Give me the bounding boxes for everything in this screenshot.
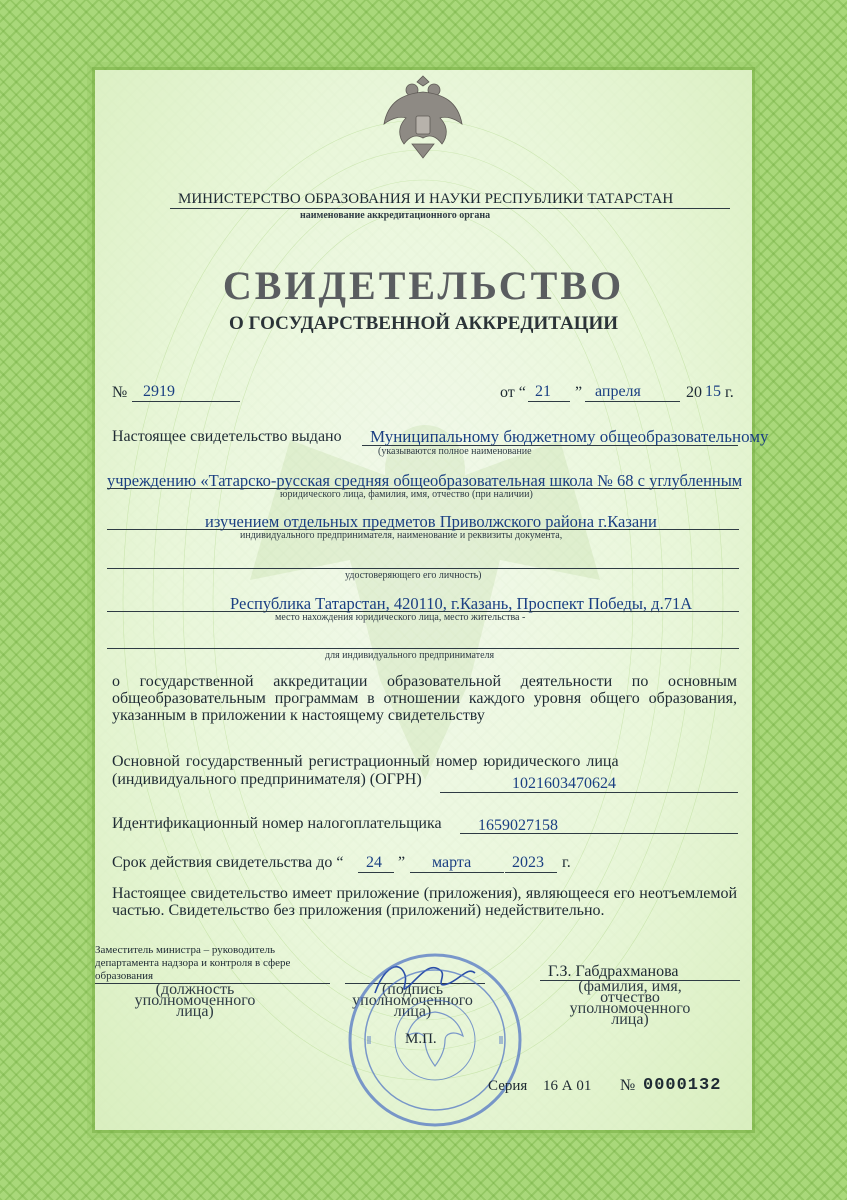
number-underline	[132, 401, 240, 402]
certificate-subtitle: О ГОСУДАРСТВЕННОЙ АККРЕДИТАЦИИ	[228, 313, 619, 334]
validity-year-underline	[505, 872, 557, 873]
caption-identity: удостоверяющего его личность)	[345, 570, 482, 581]
address-underline-2	[107, 648, 739, 649]
series-value: 16 А 01	[543, 1078, 592, 1094]
date-day: 21	[535, 383, 551, 400]
ogrn-label-2: (индивидуального предпринимателя) (ОГРН)	[112, 771, 422, 788]
ministry-underline	[170, 208, 730, 209]
accreditation-text: о государственной аккредитации образовательной деятельности по основным общеобразовательным программам в отношении каждого уровня общего образования, указанным в приложении к настоящему свидетельству	[112, 673, 737, 724]
validity-month-underline	[410, 872, 504, 873]
issued-label: Настоящее свидетельство выдано	[112, 428, 342, 445]
caption-signature: (подпись уполномоченного лица)	[352, 981, 473, 1020]
coat-of-arms-icon	[382, 72, 464, 162]
stamp-label: М.П.	[405, 1031, 437, 1047]
organization-line-1: Муниципальному бюджетному общеобразовательному	[370, 427, 769, 446]
inn-label: Идентификационный номер налогоплательщика	[112, 815, 442, 832]
date-year: 15	[705, 383, 721, 400]
certificate-title: СВИДЕТЕЛЬСТВО	[222, 263, 625, 308]
caption-full-name: (указываются полное наименование	[378, 446, 532, 457]
signatory-name: Г.З. Габдрахманова	[548, 963, 679, 980]
validity-day-underline	[358, 872, 394, 873]
caption-individual: для индивидуального предпринимателя	[325, 650, 495, 661]
date-quote-close: ”	[575, 384, 583, 401]
caption-location: место нахождения юридического лица, место жительства -	[275, 612, 526, 623]
series-label: Серия	[488, 1078, 528, 1094]
validity-quote-close: ”	[398, 854, 406, 871]
organization-line-2: учреждению «Татарско-русская средняя общеобразовательная школа № 68 с углубленным	[107, 471, 743, 490]
appendix-text: Настоящее свидетельство имеет приложение (приложения), являющееся его неотъемлемой частью. Свидетельство без приложения (приложений) недействительно.	[112, 885, 737, 919]
ministry-caption: наименование аккредитационного органа	[300, 210, 491, 221]
date-prefix: от “	[500, 384, 526, 401]
blank-number: 0000132	[643, 1076, 722, 1095]
blank-number-label: №	[620, 1077, 636, 1094]
caption-legal-entity: юридического лица, фамилия, имя, отчество (при наличии)	[280, 489, 533, 500]
ogrn-underline	[440, 792, 738, 793]
date-day-underline	[528, 401, 570, 402]
signatory-position: Заместитель министра – руководитель департамента надзора и контроля в сфере образования	[95, 944, 291, 982]
caption-position: (должность уполномоченного лица)	[134, 981, 256, 1020]
date-month-underline	[585, 401, 680, 402]
date-year-prefix: 20	[686, 384, 702, 401]
ministry-name: МИНИСТЕРСТВО ОБРАЗОВАНИЯ И НАУКИ РЕСПУБЛИКИ ТАТАРСТАН	[178, 191, 674, 207]
organization-address: Республика Татарстан, 420110, г.Казань, Проспект Победы, д.71А	[230, 594, 693, 613]
inn-value: 1659027158	[478, 817, 558, 834]
validity-suffix: г.	[562, 854, 571, 871]
number-label: №	[112, 384, 128, 401]
validity-day: 24	[366, 854, 382, 871]
date-month: апреля	[595, 383, 641, 400]
organization-line-3: изучением отдельных предметов Приволжского района г.Казани	[205, 512, 657, 531]
validity-month: марта	[432, 854, 472, 871]
validity-year: 2023	[512, 854, 544, 871]
org-underline-4	[107, 568, 739, 569]
ogrn-value: 1021603470624	[512, 775, 616, 792]
caption-entrepreneur: индивидуального предпринимателя, наименование и реквизиты документа,	[240, 530, 563, 541]
caption-name: (фамилия, имя, отчество уполномоченного лица)	[569, 978, 691, 1028]
ogrn-label-1: Основной государственный регистрационный номер юридического лица	[112, 753, 619, 770]
validity-label: Срок действия свидетельства до “	[112, 854, 344, 871]
certificate-number: 2919	[143, 383, 175, 400]
date-suffix: г.	[725, 384, 734, 401]
inn-underline	[460, 833, 738, 834]
